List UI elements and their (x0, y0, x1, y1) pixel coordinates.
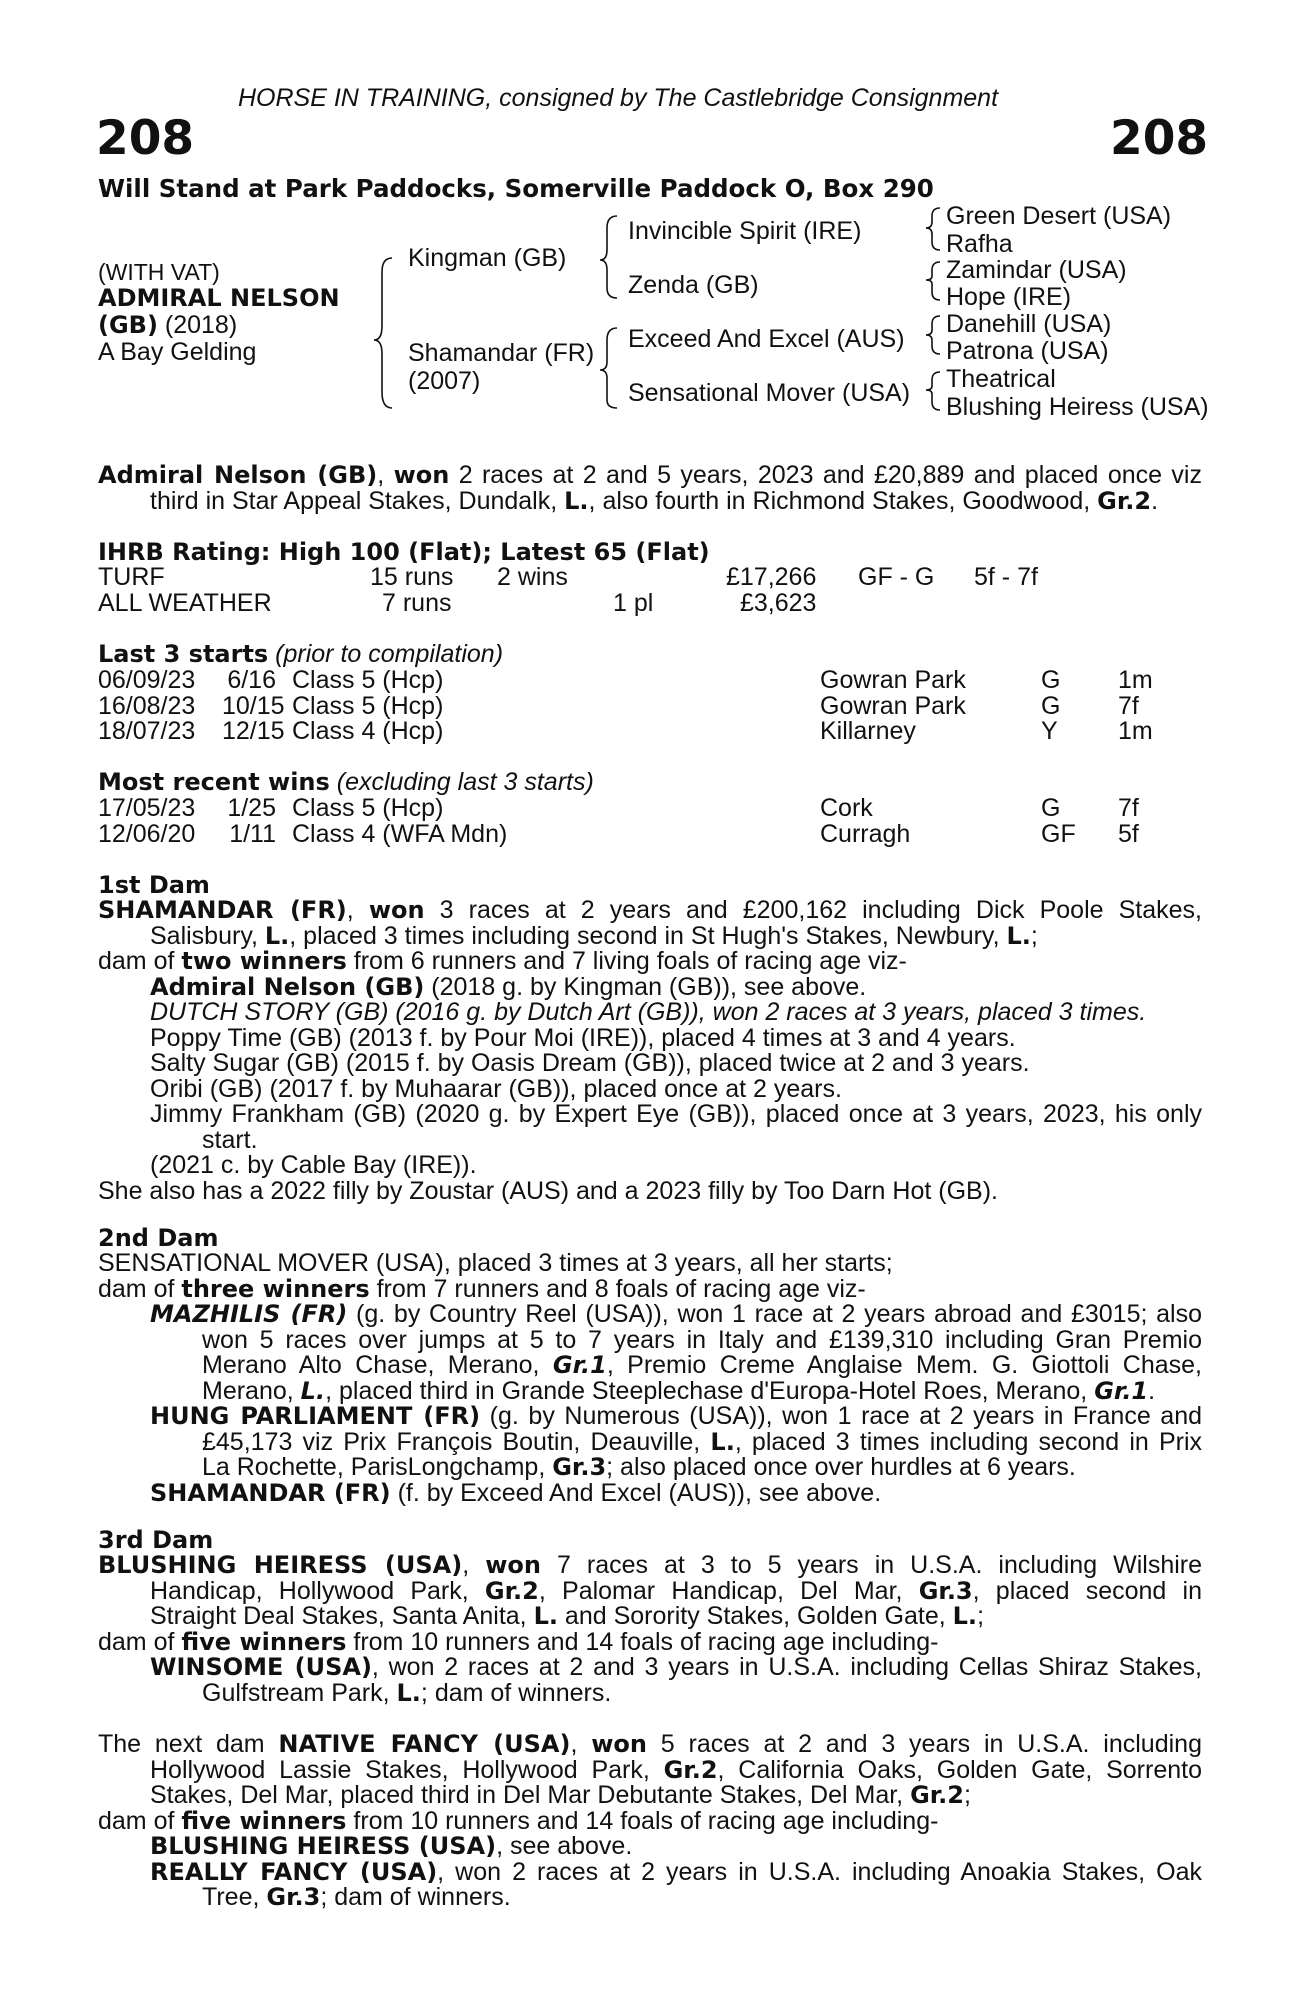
listed-marker: L. (1006, 921, 1031, 950)
last3-heading: Last 3 starts (98, 640, 269, 668)
consignor-line: HORSE IN TRAINING, consigned by The Castlebridge Consignment (238, 84, 999, 112)
nextdam-text: dam of (98, 1806, 182, 1835)
brace-dam (600, 328, 617, 408)
dam1-name: SHAMANDAR (FR) (98, 896, 347, 924)
dam3-text: Handicap, Hollywood Park, (150, 1576, 485, 1605)
race-dist: 1m (1118, 666, 1153, 694)
dam2-winners: three winners (181, 1274, 370, 1303)
nextdam-text: ; (964, 1781, 971, 1809)
nextdam-won: won (591, 1730, 647, 1758)
summary-text: . (1151, 486, 1159, 515)
nextdam-text: , California Oaks, Golden Gate, Sorrento (717, 1755, 1202, 1784)
race-dist: 5f (1118, 819, 1139, 848)
race-dist: 7f (1118, 794, 1139, 822)
race-cls: Class 5 (Hcp) (292, 666, 444, 694)
recent-note: (excluding last 3 starts) (336, 768, 594, 796)
stand-line: Will Stand at Park Paddocks, Somerville Paddock O, Box 290 (98, 174, 934, 203)
pedigree-dam-year: (2007) (408, 367, 481, 395)
listed-marker: L. (396, 1678, 421, 1707)
progeny-line: Poppy Time (GB) (2013 f. by Pour Moi (IRE)), placed 4 times at 3 and 4 years. (150, 1023, 1016, 1052)
progeny-line: start. (202, 1125, 258, 1154)
group-marker: Gr.3 (918, 1576, 973, 1605)
ihrb-distance: 5f - 7f (974, 563, 1038, 591)
dam1-text: 3 races at 2 years and £200,162 including Dick Poole Stakes, (424, 896, 1202, 924)
brace-g56 (926, 316, 940, 354)
lot-number-left: 208 (96, 111, 195, 166)
listed-marker: L. (710, 1427, 735, 1456)
nextdam-text: The next dam (98, 1730, 279, 1758)
progeny-line: Salty Sugar (GB) (2015 f. by Oasis Dream (GB)), placed twice at 2 and 3 years. (150, 1049, 1030, 1077)
group-marker: Gr.3 (552, 1453, 607, 1481)
dam2-text: dam of (98, 1274, 182, 1303)
race-course: Gowran Park (820, 691, 966, 720)
pedigree-g7: Theatrical (946, 365, 1056, 393)
dam3-text: 7 races at 3 to 5 years in U.S.A. including Wilshire (540, 1551, 1203, 1579)
progeny-name: BLUSHING HEIRESS (USA) (150, 1832, 497, 1860)
dam3-block: BLUSHING HEIRESS (USA), won 7 races at 3 to 5 years in U.S.A. including Wilshire Handicap, Hollywood Park, Gr.2, Palomar Handicap, Del Mar, Gr.3, placed second in Straight Deal Stakes, Santa Anita, L. and Sorority Stakes, Golden Gate, L.; dam of five winners from 10 runners and 14 foals of racing age including- WINSOME (USA), won 2 races at 2 and 3 years in U.S.A. including Cellas Shiraz Stakes, Gulfstream Park, L.; dam of winners. (98, 1551, 1203, 1707)
dam1-heading: 1st Dam (98, 871, 210, 899)
brace-g12 (926, 208, 940, 250)
pedigree-sire: Kingman (GB) (408, 244, 567, 272)
pedigree-g4: Hope (IRE) (946, 283, 1072, 311)
progeny-name: REALLY FANCY (USA) (150, 1857, 438, 1886)
race-dist: 7f (1118, 691, 1139, 720)
nextdam-text: Stakes, Del Mar, placed third in Del Mar Debutante Stakes, Del Mar, (150, 1781, 911, 1809)
dam3-heading: 3rd Dam (98, 1526, 214, 1554)
dam2-block (98, 1251, 1202, 1506)
race-date: 17/05/23 (98, 794, 196, 822)
race-going: G (1041, 691, 1061, 720)
race-course: Killarney (820, 717, 916, 745)
listed-marker: L. (264, 921, 290, 950)
horse-name: ADMIRAL NELSON (98, 284, 340, 312)
race-going: GF (1041, 819, 1076, 848)
progeny-name: MAZHILIS (FR) (150, 1300, 348, 1328)
progeny-text: ; dam of winners. (420, 1678, 612, 1707)
progeny-text: ; also placed once over hurdles at 6 years. (606, 1453, 1076, 1481)
progeny-text: , see above. (496, 1832, 633, 1860)
ihrb-going: GF - G (858, 563, 935, 591)
progeny-text: (2016 g. by Dutch Art (GB)), won 2 races at 3 years, placed 3 times. (388, 998, 1147, 1026)
race-course: Curragh (820, 819, 911, 848)
race-pos: 6/16 (227, 666, 276, 694)
progeny-text: Merano, (202, 1376, 301, 1405)
progeny-text: (g. by Country Reel (USA)), won 1 race at 2 years abroad and £3015; also (347, 1300, 1202, 1328)
progeny-text: La Rochette, ParisLongchamp, (202, 1453, 553, 1481)
dam1-block: SHAMANDAR (FR), won 3 races at 2 years and £200,162 including Dick Poole Stakes, Salisbury, L., placed 3 times including second in St Hugh's Stakes, Newbury, L.; dam of two winners from 6 runners and 7 living foals of racing age viz- Admiral Nelson (GB) (2018 g. by Kingman (GB)), see above. DUTCH STORY (GB) (2016 g. by Dutch Art (GB)), won 2 races at 3 years, placed 3 times. Poppy Time (GB) (2013 f. by Pour Moi (IRE)), placed 4 times at 3 and 4 years. Salty Sugar (GB) (2015 f. by Oasis Dream (GB)), placed twice at 2 and 3 years. Oribi (GB) (2017 f. by Muhaarar (GB)), placed once at 2 years. Jimmy Frankham (GB) (2020 g. by Expert Eye (GB)), placed once at 3 years, 2023, his only start. (2021 c. by Cable Bay (IRE)). She also has a 2022 filly by Zoustar (AUS) and a 2023 filly by Too Darn Hot (GB). (98, 896, 1202, 1205)
pedigree-dam-dam: Sensational Mover (USA) (628, 379, 911, 407)
brace-g34 (926, 262, 940, 300)
group-marker: Gr.2 (1097, 486, 1152, 515)
dam3-text: and Sorority Stakes, Golden Gate, (557, 1602, 953, 1630)
horse-vat: (WITH VAT) (98, 259, 220, 285)
progeny-line: Oribi (GB) (2017 f. by Muhaarar (GB)), placed once at 2 years. (150, 1074, 842, 1103)
progeny-text: , won 2 races at 2 years in U.S.A. including Anoakia Stakes, Oak (437, 1857, 1202, 1886)
dam1-text: , placed 3 times including second in St Hugh's Stakes, Newbury, (289, 921, 1007, 950)
horse-description: A Bay Gelding (98, 338, 257, 366)
dam1-text: from 6 runners and 7 living foals of racing age viz- (346, 947, 907, 975)
dam3-winners: five winners (181, 1627, 347, 1656)
pedigree-g2: Rafha (946, 230, 1013, 258)
progeny-text: . (1148, 1376, 1156, 1405)
ihrb-surface: ALL WEATHER (98, 589, 272, 617)
dam3-text: , Palomar Handicap, Del Mar, (538, 1576, 919, 1605)
dam3-name: BLUSHING HEIRESS (USA) (98, 1551, 463, 1579)
race-going: Y (1041, 717, 1058, 745)
race-going: G (1041, 794, 1061, 822)
progeny-text: £45,173 viz Prix François Boutin, Deauville, (202, 1427, 711, 1456)
nextdam-text: Hollywood Lassie Stakes, Hollywood Park, (150, 1755, 664, 1784)
brace-g78 (926, 372, 940, 410)
recent-heading: Most recent wins (98, 768, 330, 796)
dam3-text: , placed second in (972, 1576, 1202, 1605)
race-dist: 1m (1118, 717, 1153, 745)
progeny-name: Admiral Nelson (GB) (150, 972, 425, 1001)
dam2-text: SENSATIONAL MOVER (USA), placed 3 times at 3 years, all her starts; (98, 1249, 893, 1277)
summary-text: , also fourth in Richmond Stakes, Goodwood, (588, 486, 1098, 515)
ihrb-wins: 2 wins (497, 563, 568, 591)
progeny-name: WINSOME (USA) (150, 1653, 372, 1681)
dam1-text: dam of (98, 947, 182, 975)
dam3-text: from 10 runners and 14 foals of racing age including- (346, 1627, 939, 1656)
dam3-won: won (485, 1551, 541, 1579)
progeny-text: (2018 g. by Kingman (GB)), see above. (424, 972, 867, 1001)
dam3-text: dam of (98, 1627, 182, 1656)
race-pos: 1/11 (229, 819, 276, 848)
nextdam-name: NATIVE FANCY (USA) (278, 1730, 571, 1758)
race-date: 16/08/23 (98, 691, 196, 720)
group-marker: Gr.2 (484, 1576, 539, 1605)
lot-number-right: 208 (1110, 111, 1209, 166)
race-pos: 10/15 (222, 691, 285, 720)
pedigree-sire-dam: Zenda (GB) (628, 271, 759, 299)
horse-country: (GB) (98, 311, 158, 339)
last3-note: (prior to compilation) (275, 640, 504, 668)
nextdam-block: The next dam NATIVE FANCY (USA), won 5 races at 2 and 3 years in U.S.A. including Hollywood Lassie Stakes, Hollywood Park, Gr.2, California Oaks, Golden Gate, Sorrento Stakes, Del Mar, placed third in Del Mar Debutante Stakes, Del Mar, Gr.2; dam of five winners from 10 runners and 14 foals of racing age including- BLUSHING HEIRESS (USA), see above. REALLY FANCY (USA), won 2 races at 2 years in U.S.A. including Anoakia Stakes, Oak Tree, Gr.3; dam of winners. (98, 1730, 1202, 1911)
race-course: Gowran Park (820, 666, 966, 694)
pedigree-sire-sire: Invincible Spirit (IRE) (628, 217, 862, 245)
pedigree-dam: Shamandar (FR) (408, 339, 595, 367)
dam1-text: ; (1030, 921, 1038, 950)
dam1-text: Salisbury, (150, 921, 265, 950)
progeny-name: SHAMANDAR (FR) (150, 1478, 391, 1507)
race-cls: Class 5 (Hcp) (292, 691, 444, 720)
race-date: 18/07/23 (98, 717, 196, 745)
progeny-text: Gulfstream Park, (202, 1678, 397, 1707)
progeny-text: , placed 3 times including second in Prix (734, 1427, 1202, 1456)
race-course: Cork (820, 794, 873, 822)
race-pos: 1/25 (227, 794, 276, 822)
ihrb-prize: £17,266 (726, 563, 817, 591)
pedigree-g5: Danehill (USA) (946, 310, 1112, 338)
progeny-text: Tree, (202, 1883, 267, 1911)
ihrb-runs: 15 runs (370, 563, 454, 591)
race-going: G (1041, 666, 1061, 694)
nextdam-winners: five winners (181, 1806, 347, 1835)
listed-marker: L. (300, 1376, 326, 1405)
summary-won: won (393, 461, 450, 489)
progeny-line: Jimmy Frankham (GB) (2020 g. by Expert Eye (GB)), placed once at 3 years, 2023, his only (150, 1100, 1202, 1128)
dam2-text: from 7 runners and 8 foals of racing age viz- (369, 1274, 866, 1303)
pedigree-g8: Blushing Heiress (USA) (946, 393, 1209, 421)
dam3-text: ; (977, 1602, 985, 1630)
pedigree-g6: Patrona (USA) (946, 337, 1109, 365)
race-cls: Class 4 (Hcp) (292, 717, 444, 745)
last3-heading-line (98, 642, 503, 668)
group-marker: Gr.2 (663, 1755, 718, 1784)
summary-text: third in Star Appeal Stakes, Dundalk, (150, 486, 565, 515)
race-summary: Admiral Nelson (GB), won 2 races at 2 and 5 years, 2023 and £20,889 and placed once viz third in Star Appeal Stakes, Dundalk, L., also fourth in Richmond Stakes, Goodwood, Gr.2. (98, 461, 1202, 515)
nextdam-text: from 10 runners and 14 foals of racing age including- (346, 1806, 939, 1835)
listed-marker: L. (952, 1602, 978, 1630)
dam1-won: won (368, 896, 425, 924)
ihrb-prize: £3,623 (740, 589, 817, 617)
brace-main (374, 258, 392, 408)
dam2-heading: 2nd Dam (98, 1224, 219, 1252)
progeny-text: ; dam of winners. (320, 1883, 511, 1911)
progeny-text: won 5 races over jumps at 5 to 7 years in Italy and £139,310 including Gran Premio (202, 1325, 1202, 1354)
race-date: 12/06/20 (98, 819, 196, 848)
race-cls: Class 4 (WFA Mdn) (292, 819, 508, 848)
progeny-name: HUNG PARLIAMENT (FR) (150, 1402, 481, 1430)
race-cls: Class 5 (Hcp) (292, 794, 444, 822)
listed-marker: L. (533, 1602, 558, 1630)
horse-year: (2018) (164, 311, 238, 339)
pedigree-g3: Zamindar (USA) (946, 256, 1127, 284)
progeny-text: , placed third in Grande Steeplechase d'Europa-Hotel Roes, Merano, (325, 1376, 1095, 1405)
progeny-name: DUTCH STORY (GB) (150, 998, 389, 1026)
progeny-text: , won 2 races at 2 and 3 years in U.S.A. including Cellas Shiraz Stakes, (371, 1653, 1202, 1681)
ihrb-places: 1 pl (613, 589, 654, 617)
summary-text: 2 races at 2 and 5 years, 2023 and £20,889 and placed once viz (449, 461, 1202, 489)
brace-sire (600, 216, 617, 298)
progeny-text: (g. by Numerous (USA)), won 1 race at 2 years in France and (480, 1402, 1203, 1430)
race-pos: 12/15 (222, 717, 285, 745)
progeny-line: (2021 c. by Cable Bay (IRE)). (150, 1151, 477, 1179)
pedigree-g1: Green Desert (USA) (946, 202, 1172, 230)
progeny-text: (f. by Exceed And Excel (AUS)), see above. (390, 1478, 882, 1507)
group-marker: Gr.1 (1094, 1376, 1149, 1405)
ihrb-surface: TURF (98, 563, 165, 591)
nextdam-text: 5 races at 2 and 3 years in U.S.A. including (646, 1730, 1202, 1758)
recent-heading-line (98, 770, 594, 796)
dam1-also: She also has a 2022 filly by Zoustar (AUS) and a 2023 filly by Too Darn Hot (GB). (98, 1176, 998, 1205)
group-marker: Gr.1 (552, 1351, 607, 1379)
race-date: 06/09/23 (98, 666, 196, 694)
pedigree-dam-sire: Exceed And Excel (AUS) (628, 325, 905, 353)
summary-horse-name: Admiral Nelson (GB) (98, 461, 378, 489)
dam3-text: Straight Deal Stakes, Santa Anita, (150, 1602, 534, 1630)
dam1-winners: two winners (181, 947, 347, 975)
group-marker: Gr.3 (266, 1883, 321, 1911)
progeny-text: Merano Alto Chase, Merano, (202, 1351, 553, 1379)
group-marker: Gr.2 (910, 1781, 964, 1809)
ihrb-runs: 7 runs (382, 589, 452, 617)
progeny-text: , Premio Creme Anglaise Mem. G. Giottoli Chase, (606, 1351, 1203, 1379)
listed-marker: L. (564, 486, 589, 515)
ihrb-heading: IHRB Rating: High 100 (Flat); Latest 65 (Flat) (98, 538, 710, 566)
